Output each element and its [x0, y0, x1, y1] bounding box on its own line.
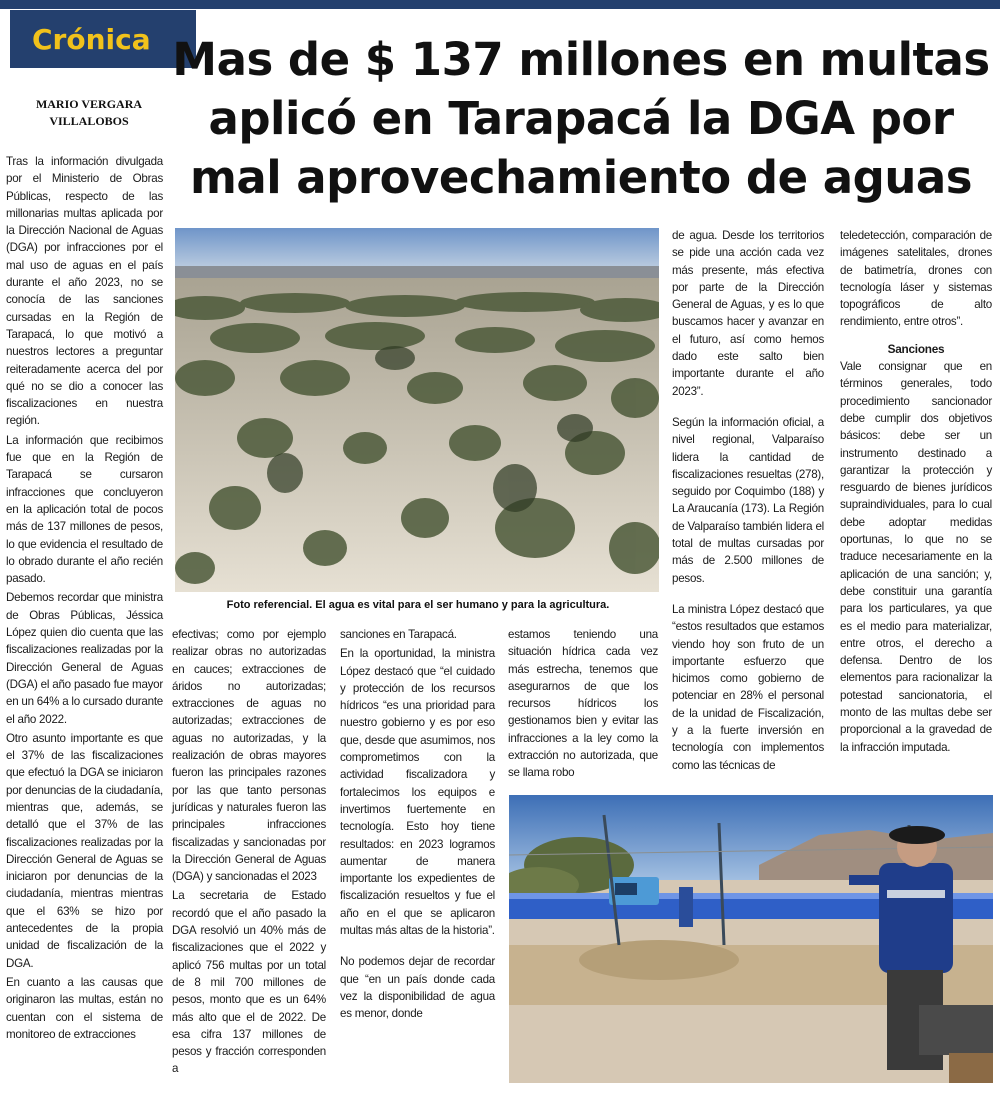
paragraph: Según la información oficial, a nivel regional, Valparaíso lidera la cantidad de fiscalizaciones resueltas (278), seguido por Coquimbo (188) y La Araucanía (173). La Región de Valparaíso también lidera el total de multas cursadas por más de 2.500 millones de pesos.: [672, 415, 824, 585]
paragraph: Debemos recordar que ministra de Obras Públicas, Jéssica López quien dio cuenta que las fiscalizaciones realizadas por la Dirección General de Aguas (DGA) el año pasado fue mayor en un 64% a lo cursado durante el año 2022.: [6, 591, 163, 726]
paragraph: No podemos dejar de recordar que “en un país donde cada vez la disponibilidad de agua es menor, donde: [340, 955, 495, 1021]
field-photo-image: [509, 795, 993, 1083]
paragraph: estamos teniendo una situación hídrica cada vez más estrecha, tenemos que asegurarnos de que los recursos hídricos los gestionamos bien y evitar las infracciones a la ley como la extracción no autorizada, que se llama robo: [508, 628, 658, 780]
section-tag: Crónica: [10, 10, 196, 68]
paragraph: Vale consignar que en términos generales, todo procedimiento sancionador debe cumplir dos objetivos básicos: debe ser un instrumento destinado a garantizar la protección y resguardo de bienes jurídicos supraindividuales, para lo cual debe adoptar medidas oportunas, lo que no se traduce necesariamente en la aplicación de una sanción; y, debe constituir una garantía para los particulares, ya que es el medio para materializar, entre otros, el derecho a defensa. Dentro de los elementos para racionalizar la potestad sancionatoria, el monto de las multas debe ser proporcional a la gravedad de la infracción imputada.: [840, 360, 992, 754]
paragraph: sanciones en Tarapacá.: [340, 628, 457, 641]
aerial-photo-image: [175, 228, 659, 592]
paragraph: Tras la información divulgada por el Ministerio de Obras Públicas, respecto de las millonarias multas aplicada por la Dirección Nacional de Aguas (DGA) por infracciones por el mal uso de aguas en el país durante el año 2023, no se conocía de las sanciones cursadas en la Región de Tarapacá, lo que motivó a nuestros lectores a preguntar reiteradamente acerca del por qué no se dio a conocer las fiscalizaciones en nuestra región.: [6, 155, 163, 428]
headline: Mas de $ 137 millones en multas aplicó en Tarapacá la DGA por mal aprovechamiento de aguas: [172, 33, 990, 204]
paragraph: de agua. Desde los territorios se pide una acción cada vez más presente, más efectiva por parte de la Dirección General de Aguas, y es lo que buscamos hacer y avanzar en el futuro, así como hemos dado este salto bien importante durante el año 2023”.: [672, 229, 824, 398]
byline: [10, 96, 168, 130]
paragraph: Otro asunto importante es que el 37% de las fiscalizaciones que efectuó la DGA se iniciaron por denuncias de la ciudadanía, mientras que, además, se detalló que el 37% de las fiscalizaciones realizadas por la Dirección General de Aguas se iniciaron por denuncias de la ciudadanía, mientras mientras que el 63% se hizo por antecedentes de la propia unidad de fiscalización de la DGA.: [6, 731, 163, 970]
aerial-photo: [175, 228, 659, 592]
column-6: [840, 227, 992, 756]
paragraph: En la oportunidad, la ministra López destacó que “el cuidado y protección de los recursos hídricos “es una prioridad para nuestro gobierno y es por eso que, desde que asumimos, nos comprometimos con la actividad fiscalizadora y fortalecimos los equipos e invertimos fuertemente en tecnología. Esto hoy tiene resultados: en 2023 logramos aumentar de manera importante los expedientes de fiscalización resueltos y fue el año en el que se aplicaron multas más altas de la historia”.: [340, 647, 495, 938]
column-3: [340, 626, 495, 1023]
column-1: [6, 153, 163, 1043]
paragraph: teledetección, comparación de imágenes satelitales, drones de batimetría, drones con tecnología láser y sistemas topográficos de alto rendimiento, entre otros”.: [840, 229, 992, 329]
paragraph: efectivas; como por ejemplo realizar obras no autorizadas en cauces; extracciones de áridos no autorizadas; extracciones de aguas no autorizadas; extracciones de aguas no autorizadas, y la realización de obras mayores fueron las principales razones por las que tanto personas jurídicas y naturales fueron las principales infracciones fiscalizadas y sancionadas por la Dirección General de Aguas (DGA) y sancionadas el 2023: [172, 628, 326, 884]
author-line-1: MARIO VERGARA: [35, 97, 143, 111]
field-photo: [509, 795, 993, 1083]
column-5: [672, 227, 824, 774]
subheading: Sanciones: [887, 341, 945, 356]
top-bar: [0, 0, 1000, 9]
paragraph: La ministra López destacó que “estos resultados que estamos viendo hoy son fruto de un importante esfuerzo que hicimos como gobierno de potenciar en 28% el personal de la unidad de Fiscalización, y a la fuerte inversión en tecnología con implementos como las técnicas de: [672, 602, 824, 772]
paragraph: En cuanto a las causas que originaron las multas, están no cuentan con el sistema de monitoreo de extracciones: [6, 975, 163, 1041]
author-line-2: VILLALOBOS: [49, 114, 129, 128]
column-4: [508, 626, 658, 782]
paragraph: La secretaria de Estado recordó que el año pasado la DGA resolvió un 40% más de fiscalizaciones que el 2022 y aplicó 756 multas por un total de 8 mil 700 millones de pesos, monto que es un 64% más alto que el de 2022. De esa cifra 137 millones de pesos y fracción corresponden a: [172, 889, 326, 1076]
photo-caption: Foto referencial. El agua es vital para el ser humano y para la agricultura.: [226, 599, 610, 611]
column-2: [172, 626, 326, 1078]
paragraph: La información que recibimos fue que en la Región de Tarapacá se cursaron infracciones que concluyeron en la aplicación total de pocos más de 137 millones de pesos, lo que evidencia el resultado de lo obrado durante el año recién pasado.: [6, 433, 163, 586]
